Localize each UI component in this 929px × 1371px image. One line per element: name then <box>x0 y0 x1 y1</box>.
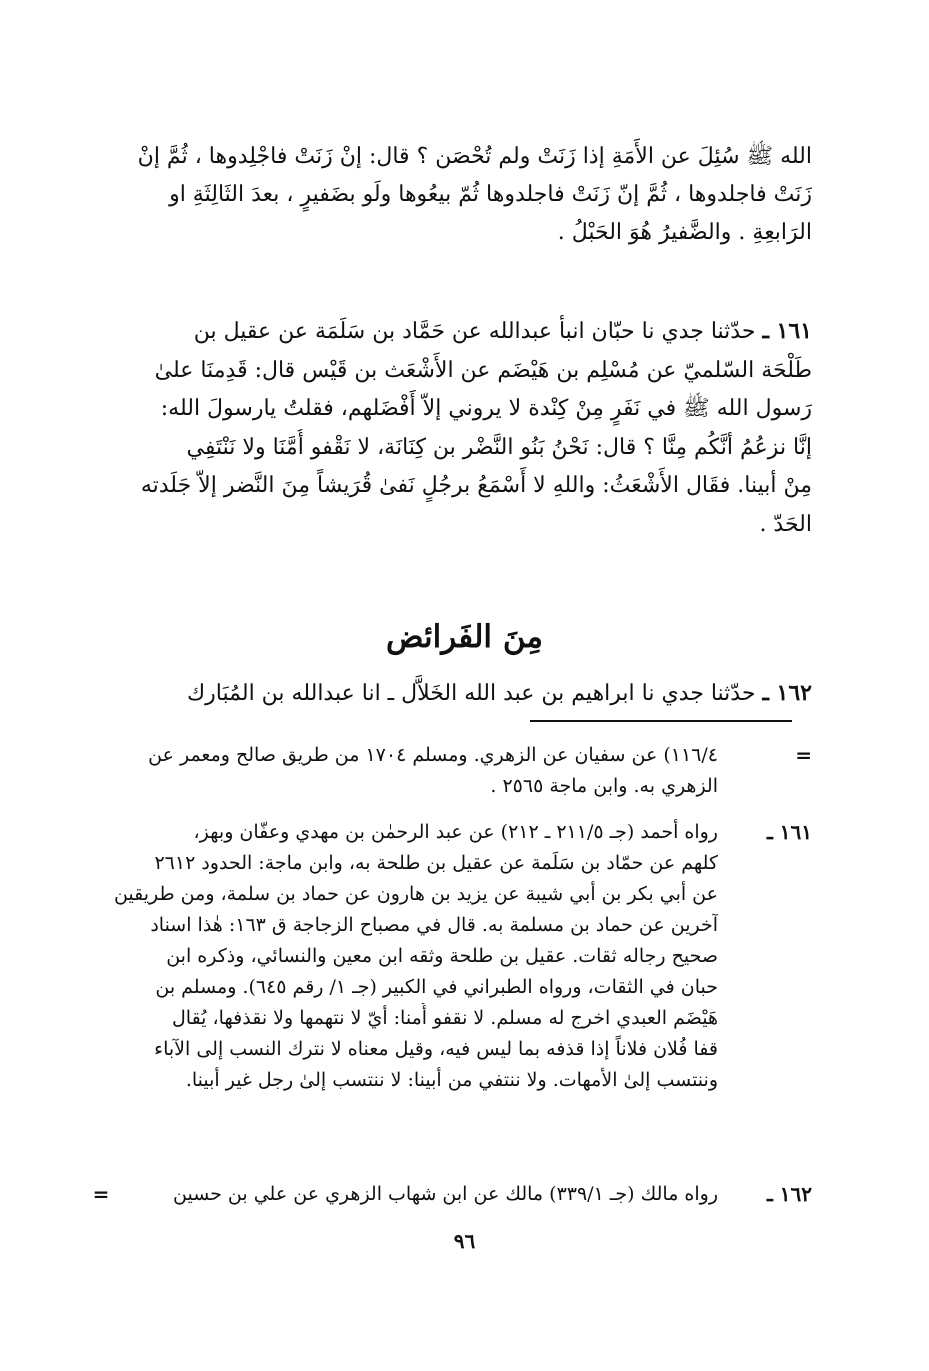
paragraph-hadith-continuation <box>106 138 812 252</box>
text-line: زَنَتْ فاجلدوها ، ثُمَّ إنّ زَنَتْ فاجلدوها ثُمّ بيعُوها ولَو بضَفيرٍ ، بعدَ الثَالِثَةِ او <box>169 182 812 207</box>
footnote-line: كلهم عن حمّاد بن سَلَمة عن عقيل بن طلحة به، وابن ماجة: الحدود ٢٦١٢ <box>154 852 718 874</box>
footnote-line: عن أبي بكر بن أبي شيبة عن يزيد بن هارون عن حماد بن سلمة، ومن طريقين <box>113 883 718 905</box>
text-line: الحَدّ . <box>759 511 812 537</box>
paragraph-hadith-162 <box>96 673 812 714</box>
footnote-162-number: ١٦٢ ـ <box>766 1182 812 1206</box>
paragraph-hadith-161 <box>96 312 812 544</box>
footnote-separator <box>530 720 792 722</box>
section-heading: مِنَ الفَرائض <box>385 619 544 655</box>
text-line: رَسول الله ﷺ في نَفَرٍ مِنْ كِنْدة لا يروني إلاّ أَفْضَلهم، فقلتُ يارسولَ الله: <box>160 396 812 421</box>
footnote-161 <box>100 817 718 1096</box>
footnote-line: وننتسب إلىٰ الأمهات. ولا ننتفي من أبينا: لا ننتسب إلىٰ رجل غير أبينا. <box>185 1069 718 1091</box>
footnote-line: رواه مالك (جـ ٣٣٩/١) مالك عن ابن شهاب الزهري عن علي بن حسين <box>173 1183 718 1205</box>
text-line-content: حدّثنا جدي نا ابراهيم بن عبد الله الخَلاَّل ـ انا عبدالله بن المُبَارك <box>187 681 756 706</box>
text-line: مِنْ أبينا. فقَال الأَشْعَثُ: واللهِ لا أَسْمَعُ برجُلٍ نَفىٰ قُرَيشاً مِنَ النَّضر إلاّ جَلَدته <box>140 473 812 498</box>
footnote-line: قفا فُلان فلاناً إذا قذفه بما ليس فيه، وقيل معناه لا نترك النسب إلى الآباء <box>154 1038 718 1060</box>
footnote-line: رواه أحمد (جـ ٢١١/٥ ـ ٢١٢) عن عبد الرحمٰن بن مهدي وعفّان وبهز، <box>193 821 718 843</box>
text-line-content: حدّثنا جدي نا حبّان انبأ عبدالله عن حَمَّاد بن سَلَمَة عن عقيل بن <box>193 319 756 344</box>
footnote-continues-marker: = <box>92 1182 110 1206</box>
footnote-line: آخرين عن حماد بن مسلمة به. قال في مصباح الزجاجة ق ١٦٣: هٰذا اسناد <box>150 914 718 936</box>
text-line: إنَّا نزعُمُ أنَّكُم مِنَّا ؟ قال: نَحْنُ بَنُو النَّضْر بن كِنَانَة، لا نَقْفو أُمَّنَا ولا نَنْتَفِي <box>186 434 812 460</box>
footnote-161-number: ١٦١ ـ <box>766 820 812 844</box>
text-line: الرَابعِةِ . والضَّفيرُ هُوَ الحَبْلُ . <box>557 220 812 245</box>
text-line <box>96 312 812 352</box>
footnote-line: هَيْضَم العبدي اخرج له مسلم. لا نقفو أُمنا: أيّ لا نتهمها ولا نقذفها، يُقال <box>171 1007 718 1029</box>
hadith-number: ١٦٢ ـ <box>762 680 812 706</box>
footnote-line: صحيح رجاله ثقات. عقيل بن طلحة وثقه ابن معين والنسائي، وذكره ابن <box>166 945 718 967</box>
footnote-continuation <box>140 740 718 802</box>
footnote-162 <box>120 1179 718 1210</box>
text-line: طَلْحَة السّلميّ عن مُسْلِم بن هَيْضَم عن الأَشْعَث بن قَيْس قال: قَدِمنَا علىٰ <box>154 357 812 383</box>
hadith-number: ١٦١ ـ <box>762 318 812 344</box>
footnote-line: ١١٦/٤) عن سفيان عن الزهري. ومسلم ١٧٠٤ من طريق صالح ومعمر عن <box>148 744 718 766</box>
footnote-line: الزهري به. وابن ماجة ٢٥٦٥ . <box>490 775 718 797</box>
footnote-line: حبان في الثقات، ورواه الطبراني في الكبير (جـ ١/ رقم ٦٤٥). ومسلم بن <box>155 976 718 998</box>
text-line: الله ﷺ سُئِلَ عن الأَمَةِ إذا زَنَتْ ولم تُحْصَن ؟ قال: إنْ زَنَتْ فاجْلِدوها ، ثُمَّ إنْ <box>137 144 812 169</box>
page-number: ٩٦ <box>453 1229 476 1253</box>
text-line <box>96 673 812 714</box>
footnote-continuation-marker: = <box>795 743 812 767</box>
